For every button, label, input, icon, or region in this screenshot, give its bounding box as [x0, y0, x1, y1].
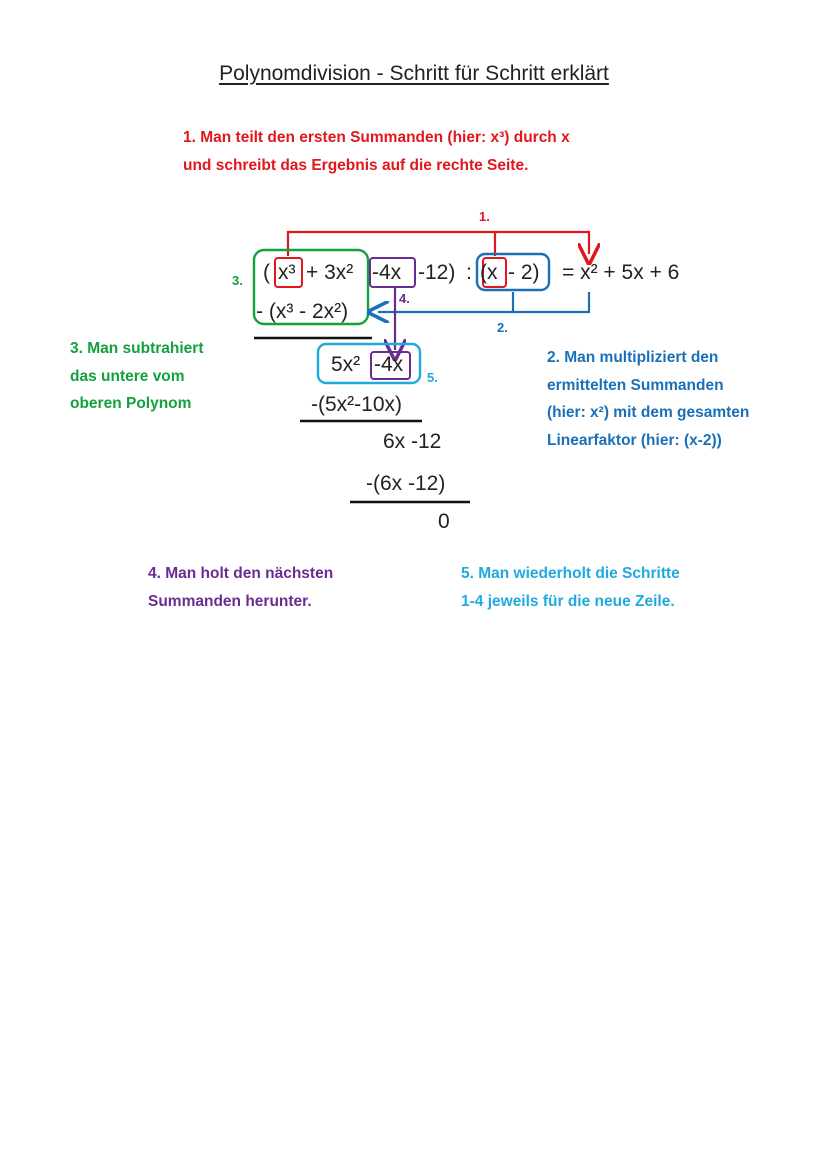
- step2-line: Linearfaktor (hier: (x-2)): [547, 431, 722, 449]
- step5-line: 1-4 jeweils für die neue Zeile.: [461, 592, 675, 610]
- divisor-x: x: [487, 261, 498, 284]
- quotient: = x² + 5x + 6: [562, 261, 680, 284]
- work-row-5: -(6x -12): [366, 472, 446, 495]
- marker-1: 1.: [479, 209, 490, 224]
- step1-arrow: [288, 232, 589, 256]
- step2-line: 2. Man multipliziert den: [547, 349, 719, 366]
- marker-2: 2.: [497, 320, 508, 335]
- step4-line: Summanden herunter.: [148, 592, 312, 610]
- term-minus12: -12): [418, 261, 456, 284]
- colon: :: [466, 261, 472, 284]
- step5-line: 5. Man wiederholt die Schritte: [461, 565, 680, 582]
- work-row-2b: -4x: [374, 353, 404, 376]
- term-minus4x: -4x: [372, 261, 402, 284]
- step3-line: 3. Man subtrahiert: [70, 340, 204, 357]
- divisor-open-paren: (: [480, 261, 487, 284]
- term-3x2: + 3x²: [306, 261, 354, 284]
- divisor-minus2: - 2): [508, 261, 540, 284]
- step3-line: oberen Polynom: [70, 395, 192, 412]
- step4-line: 4. Man holt den nächsten: [148, 565, 334, 582]
- step2-line: ermittelten Summanden: [547, 376, 724, 394]
- step1-line: 1. Man teilt den ersten Summanden (hier: x³) durch x: [183, 129, 570, 146]
- step2-line: (hier: x²) mit dem gesamten: [547, 404, 750, 421]
- work-row-6: 0: [438, 510, 450, 533]
- marker-5: 5.: [427, 370, 438, 385]
- work-row-3: -(5x²-10x): [311, 393, 403, 416]
- page-title: Polynomdivision - Schritt für Schritt erklärt: [219, 62, 609, 85]
- marker-3: 3.: [232, 273, 243, 288]
- open-paren: (: [263, 261, 270, 284]
- term-x3: x³: [278, 261, 296, 284]
- step3-line: das untere vom: [70, 367, 185, 385]
- marker-4: 4.: [399, 291, 410, 306]
- work-row-1: - (x³ - 2x²): [256, 300, 349, 323]
- work-row-4: 6x -12: [383, 430, 442, 453]
- step1-line: und schreibt das Ergebnis auf die rechte Seite.: [183, 156, 529, 174]
- work-row-2a: 5x²: [331, 353, 361, 376]
